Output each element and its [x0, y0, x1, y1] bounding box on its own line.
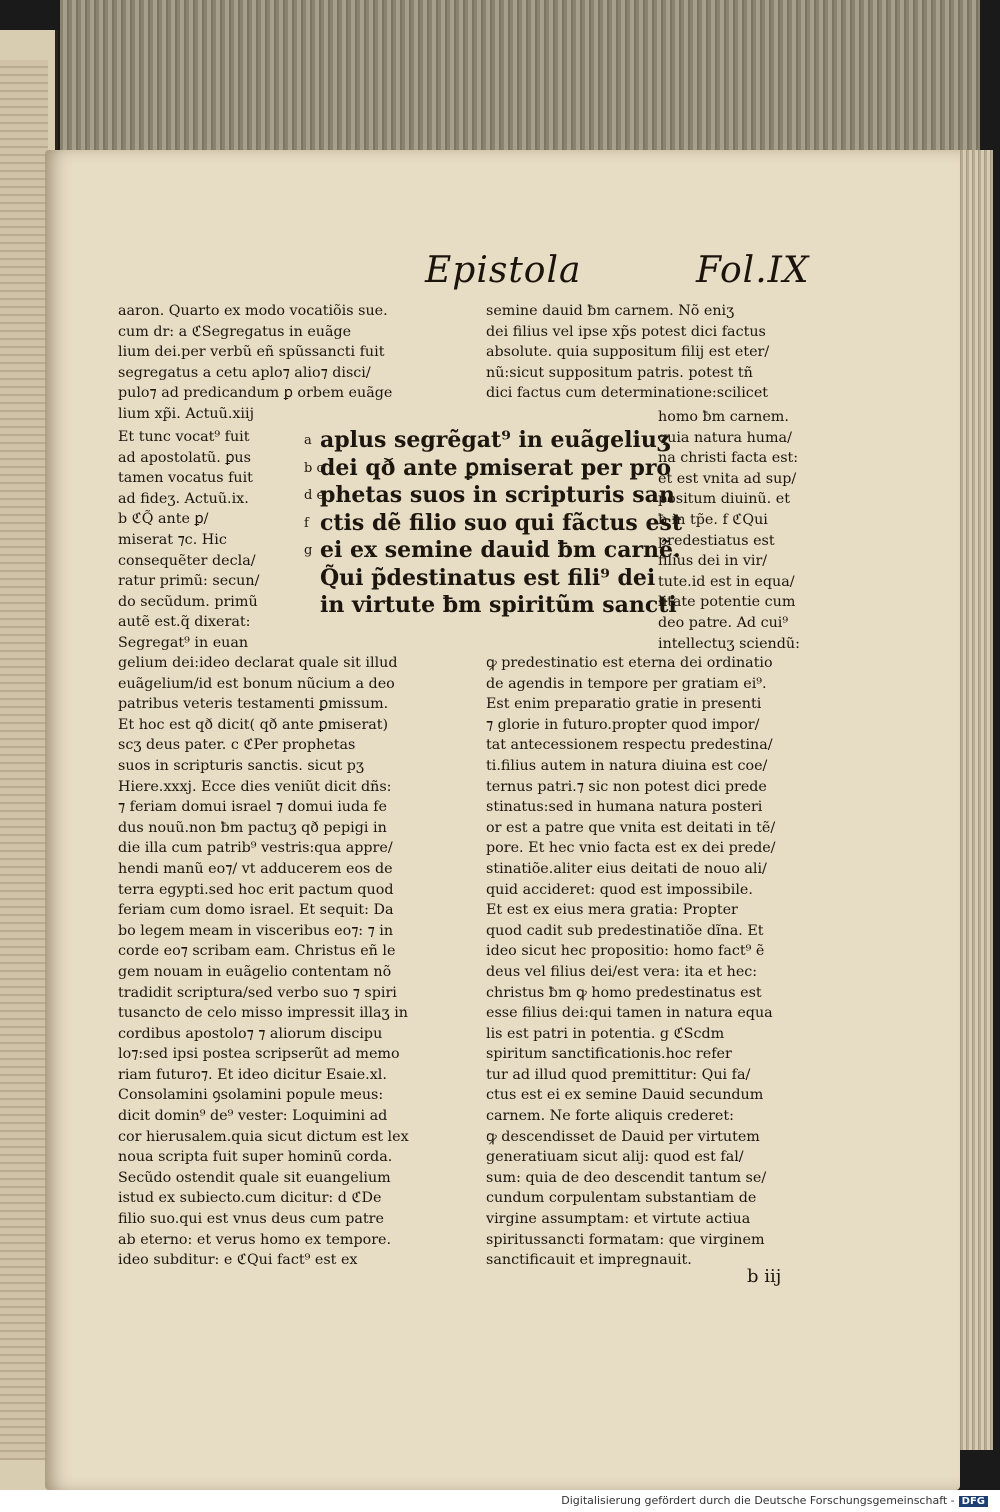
- text-line: spiritum sanctificationis.hoc refer: [486, 1046, 732, 1063]
- text-line: pulo⁊ ad predicandum ꝑ orbem euãge: [118, 385, 393, 402]
- text-line: dus nouũ.non ƀm pactuʒ qð pepigi in: [118, 819, 387, 836]
- text-line: nũ:sicut suppositum patris. potest tñ: [486, 364, 753, 381]
- text-line: spiritussancti formatam: que virginem: [486, 1231, 765, 1248]
- text-line: semine dauid ƀm carnem. Nõ eniʒ: [486, 303, 735, 319]
- text-line: aaron. Quarto ex modo vocatiõis sue.: [118, 303, 388, 319]
- text-line: bo legem meam in visceribus eo⁊: ⁊ in: [118, 922, 394, 939]
- text-line: b c: [304, 460, 324, 476]
- text-line: ƀ in tp̃e. f ℭQui: [658, 511, 768, 528]
- text-line: ideo subditur: e ℭQui fact⁹ est ex: [118, 1252, 358, 1269]
- text-line: consequẽter decla/: [118, 552, 256, 569]
- text-line: patribus veteris testamenti ꝑmissum.: [118, 696, 389, 713]
- text-line: ei ex semine dauid ƀm carnẽ.: [320, 537, 681, 563]
- text-line: dei qð ante ꝑmiserat per pro: [320, 454, 672, 481]
- text-line: lium xp̃i. Actuũ.xiij: [118, 405, 255, 422]
- text-line: generatiuam sicut alij: quod est fal/: [486, 1149, 744, 1166]
- text-line: euãgelium/id est bonum nũcium a deo: [118, 675, 395, 692]
- text-line: litate potentie cum: [658, 594, 796, 611]
- text-line: scʒ deus pater. c ℭPer prophetas: [118, 737, 356, 754]
- text-line: deus vel filius dei/est vera: ita et hec:: [486, 963, 758, 980]
- book-fore-edge: [955, 150, 993, 1450]
- text-line: ideo sicut hec propositio: homo fact⁹ ẽ: [486, 943, 765, 960]
- text-line: ⁊ feriam domui israel ⁊ domui iuda fe: [118, 799, 387, 816]
- text-line: a: [304, 433, 312, 448]
- text-line: suos in scripturis sanctis. sicut pʒ: [118, 757, 364, 774]
- text-line: f: [304, 515, 309, 531]
- text-line: riam futuro⁊. Et ideo dicitur Esaie.xl.: [118, 1066, 387, 1083]
- text-line: sum: quia de deo descendit tantum se/: [486, 1169, 767, 1186]
- text-line: b ℭQ̃ ante ꝑ/: [118, 511, 209, 528]
- text-line: Consolamini ꝯsolamini popule meus:: [118, 1087, 384, 1104]
- text-line: lium dei.per verbũ eñ spũssancti fuit: [118, 344, 385, 361]
- text-line: ⁊ glorie in futuro.propter quod impor/: [486, 716, 760, 733]
- text-line: stinatus:sed in humana natura posteri: [486, 799, 763, 816]
- text-line: Segregat⁹ in euan: [118, 634, 249, 651]
- text-line: stinatiõe.aliter eius deitati de nouo ali/: [486, 860, 767, 877]
- text-line: hendi manũ eo⁊/ vt adducerem eos de: [118, 860, 393, 877]
- main-text-block: [320, 427, 682, 620]
- text-line: tute.id est in equa/: [658, 573, 795, 590]
- text-line: g: [304, 543, 313, 558]
- text-line: ternus patri.⁊ sic non potest dici prede: [486, 778, 767, 795]
- commentary-right-lower: [486, 653, 776, 1271]
- credit-text: Digitalisierung gefördert durch die Deutsche Forschungsgemeinschaft -: [561, 1494, 955, 1507]
- text-line: istud ex subiecto.cum dicitur: d ℭDe: [118, 1190, 382, 1207]
- text-line: corde eo⁊ scribam eam. Christus eñ le: [118, 943, 396, 960]
- text-line: do secũdum. primũ: [118, 593, 258, 610]
- text-line: ad apostolatũ. ꝑus: [118, 449, 251, 466]
- text-line: gelium dei:ideo declarat quale sit illud: [118, 655, 398, 671]
- text-line: carnem. Ne forte aliquis crederet:: [486, 1108, 734, 1125]
- text-line: terra egypti.sed hoc erit pactum quod: [118, 881, 394, 898]
- text-line: tat antecessionem respectu predestina/: [486, 737, 773, 754]
- text-line: cundum corpulentam substantiam de: [486, 1190, 757, 1207]
- text-line: na christi facta est:: [658, 450, 799, 467]
- commentary-left-mid: [118, 427, 259, 654]
- running-head-title: Epistola: [425, 250, 582, 291]
- text-line: noua scripta fuit super hominũ corda.: [118, 1149, 393, 1166]
- text-line: in virtute ƀm spiritũm sancti: [320, 592, 677, 618]
- gloss-letters: [304, 427, 324, 565]
- text-line: quod cadit sub predestinatiõe dĩna. Et: [486, 922, 764, 939]
- text-line: ctis dẽ filio suo qui fãctus est: [320, 509, 683, 536]
- text-line: autẽ est.q̃ dixerat:: [118, 614, 251, 631]
- text-line: Et hoc est qð dicit( qð ante ꝑmiserat): [118, 716, 389, 733]
- text-line: cor hierusalem.quia sicut dictum est lex: [118, 1128, 409, 1145]
- text-line: absolute. quia suppositum filij est eter/: [486, 344, 770, 361]
- text-line: Et est ex eius mera gratia: Propter: [486, 902, 738, 919]
- text-line: christus ƀm ꝙ homo predestinatus est: [486, 984, 762, 1001]
- text-line: quia natura huma/: [658, 429, 792, 446]
- text-line: filio suo.qui est vnus deus cum patre: [118, 1211, 384, 1228]
- text-line: Q̃ui p̃destinatus est fili⁹ dei: [320, 564, 656, 591]
- book-top-edge: [60, 0, 980, 150]
- text-line: predestiatus est: [658, 532, 775, 549]
- text-line: filius dei in vir/: [658, 553, 768, 570]
- text-line: virgine assumptam: et virtute actiua: [486, 1211, 751, 1228]
- text-line: ti.filius autem in natura diuina est coe/: [486, 757, 768, 774]
- text-line: die illa cum patrib⁹ vestris:qua appre/: [118, 840, 393, 857]
- text-line: quid accideret: quod est impossibile.: [486, 881, 753, 898]
- left-page-fragment: [0, 60, 48, 1460]
- text-line: Et tunc vocat⁹ fuit: [118, 429, 250, 445]
- text-line: or est a patre que vnita est deitati in tẽ/: [486, 819, 776, 836]
- text-line: lis est patri in potentia. g ℭScdm: [486, 1025, 725, 1042]
- text-line: dici factus cum determinatione:scilicet: [486, 385, 769, 402]
- text-line: dicit domin⁹ de⁹ vester: Loquimini ad: [118, 1108, 388, 1125]
- text-line: dei filius vel ipse xp̃s potest dici factus: [486, 323, 766, 340]
- text-line: ctus est ei ex semine Dauid secundum: [486, 1087, 764, 1104]
- text-line: Secũdo ostendit quale sit euangelium: [118, 1169, 391, 1186]
- text-line: ratur primũ: secun/: [118, 573, 260, 590]
- text-line: feriam cum domo israel. Et sequit: Da: [118, 902, 394, 919]
- digitization-credit: [561, 1494, 988, 1507]
- text-line: sanctificauit et impregnauit.: [486, 1252, 692, 1269]
- text-line: d e: [304, 488, 325, 503]
- text-line: tamen vocatus fuit: [118, 470, 253, 487]
- text-line: intellectuʒ sciendũ:: [658, 635, 800, 652]
- commentary-left-top: [118, 301, 392, 425]
- dfg-logo: DFG: [959, 1496, 988, 1507]
- text-line: de agendis in tempore per gratiam ei⁹.: [486, 675, 767, 692]
- text-line: Hiere.xxxj. Ecce dies veniũt dicit dñs:: [118, 778, 392, 795]
- text-line: Est enim preparatio gratie in presenti: [486, 696, 762, 713]
- signature-mark: b iij: [747, 1266, 782, 1287]
- text-line: tradidit scriptura/sed verbo suo ⁊ spiri: [118, 984, 397, 1001]
- text-line: tur ad illud quod premittitur: Qui fa/: [486, 1066, 751, 1083]
- text-line: ab eterno: et verus homo ex tempore.: [118, 1231, 392, 1248]
- text-line: positum diuinũ. et: [658, 491, 790, 508]
- text-line: esse filius dei:qui tamen in natura equa: [486, 1005, 773, 1022]
- text-line: miserat ⁊c. Hic: [118, 531, 227, 548]
- text-line: et est vnita ad sup/: [658, 470, 797, 487]
- text-line: segregatus a cetu aplo⁊ alio⁊ disci/: [118, 364, 371, 381]
- text-line: aplus segrẽgat⁹ in euãgeliuʒ: [320, 427, 670, 453]
- text-line: deo patre. Ad cui⁹: [658, 614, 789, 631]
- text-line: gem nouam in euãgelio contentam nõ: [118, 963, 392, 980]
- commentary-right-top: [486, 301, 769, 404]
- text-line: homo ƀm carnem.: [658, 409, 789, 425]
- text-line: tusancto de celo misso impressit illaʒ in: [118, 1005, 408, 1022]
- text-line: phetas suos in scripturis san: [320, 482, 675, 508]
- text-line: cordibus apostolo⁊ ⁊ aliorum discipu: [118, 1025, 383, 1042]
- text-line: lo⁊:sed ipsi postea scripserũt ad memo: [118, 1046, 400, 1063]
- text-line: ꝙ descendisset de Dauid per virtutem: [486, 1128, 760, 1145]
- text-line: pore. Et hec vnio facta est ex dei prede/: [486, 840, 776, 857]
- commentary-right-mid: [658, 407, 800, 654]
- text-line: cum dr: a ℭSegregatus in euãge: [118, 323, 352, 340]
- text-line: ad fideʒ. Actuũ.ix.: [118, 490, 249, 507]
- text-line: ꝙ predestinatio est eterna dei ordinatio: [486, 655, 773, 671]
- commentary-left-lower: [118, 653, 409, 1271]
- folio-number: Fol.IX: [696, 250, 810, 291]
